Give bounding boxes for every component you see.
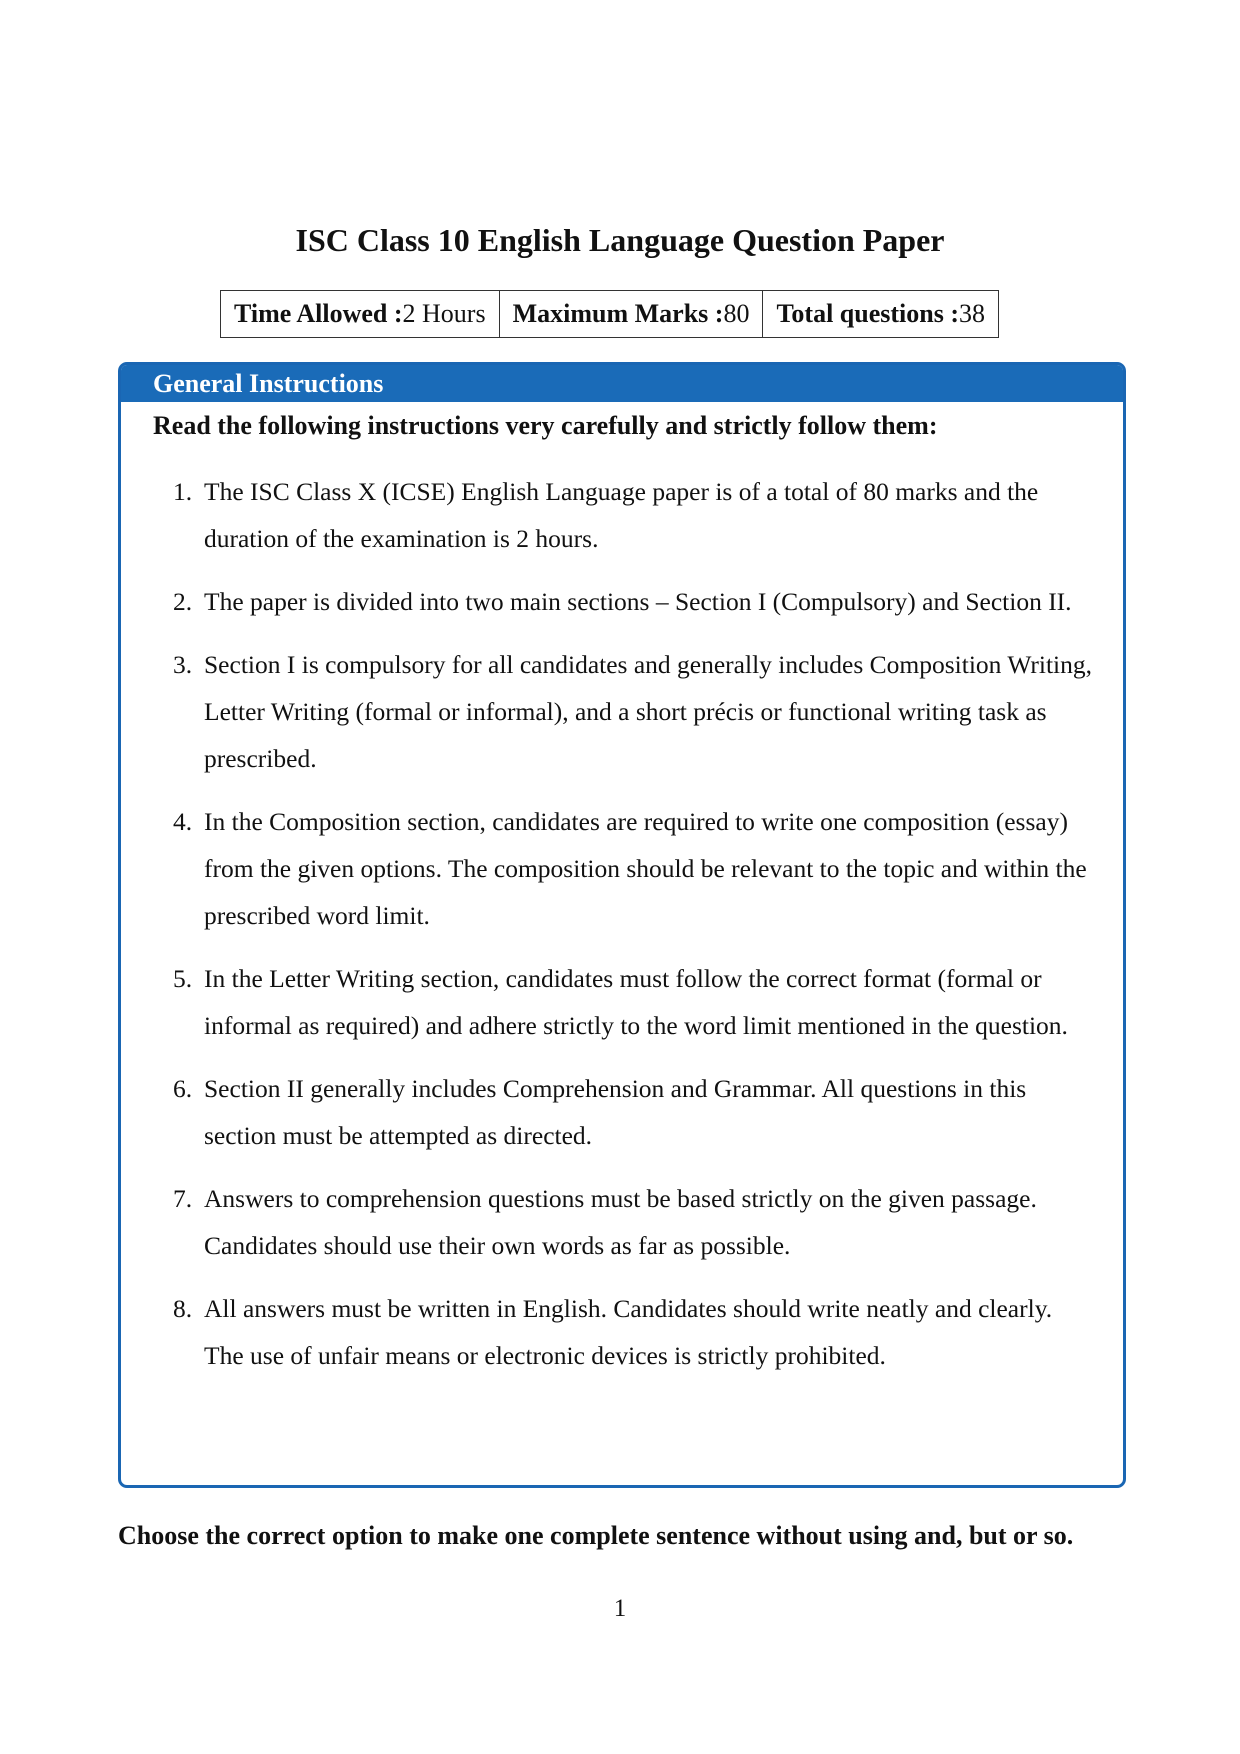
total-questions-value: 38	[959, 299, 985, 328]
instructions-lead: Read the following instructions very carefully and strictly follow them:	[153, 411, 938, 440]
instruction-number: 4.	[173, 807, 193, 836]
total-questions-label: Total questions :	[776, 299, 959, 328]
instruction-text: Section I is compulsory for all candidates and generally includes Composition Writing, Letter Writing (formal or informal), and a short précis or functional writing task as prescribed.	[204, 650, 1092, 773]
instruction-item	[121, 641, 1123, 782]
time-allowed-value: 2 Hours	[402, 299, 486, 328]
instructions-list	[121, 468, 1123, 1379]
general-instructions-box	[118, 362, 1126, 1488]
instruction-text: In the Composition section, candidates are required to write one composition (essay) from the given options. The composition should be relevant to the topic and within the prescribed word limit.	[204, 807, 1087, 930]
general-instructions-header: General Instructions	[121, 365, 1123, 402]
instruction-number: 6.	[173, 1074, 193, 1103]
total-questions-cell	[763, 291, 998, 337]
instruction-item	[121, 1285, 1123, 1379]
instruction-text: All answers must be written in English. Candidates should write neatly and clearly. The use of unfair means or electronic devices is strictly prohibited.	[204, 1294, 1053, 1370]
instruction-item	[121, 1175, 1123, 1269]
maximum-marks-label: Maximum Marks :	[512, 299, 724, 328]
instruction-item	[121, 1065, 1123, 1159]
instruction-text: The paper is divided into two main sections – Section I (Compulsory) and Section II.	[204, 587, 1072, 616]
instruction-item	[121, 798, 1123, 939]
maximum-marks-value: 80	[723, 299, 750, 328]
instruction-number: 5.	[173, 964, 193, 993]
instruction-item	[121, 955, 1123, 1049]
exam-info-table	[220, 290, 999, 338]
instruction-number: 1.	[173, 477, 193, 506]
maximum-marks-cell	[500, 291, 764, 337]
question-instruction: Choose the correct option to make one complete sentence without using and, but or so.	[118, 1521, 1074, 1550]
time-allowed-label: Time Allowed :	[234, 299, 403, 328]
time-allowed-cell	[221, 291, 500, 337]
instruction-number: 3.	[173, 650, 193, 679]
instruction-item	[121, 578, 1123, 625]
instruction-text: Section II generally includes Comprehension and Grammar. All questions in this section must be attempted as directed.	[204, 1074, 1027, 1150]
instruction-item	[121, 468, 1123, 562]
instruction-number: 7.	[173, 1184, 193, 1213]
instruction-text: The ISC Class X (ICSE) English Language paper is of a total of 80 marks and the duration of the examination is 2 hours.	[204, 477, 1039, 553]
instruction-text: In the Letter Writing section, candidates must follow the correct format (formal or informal as required) and adhere strictly to the word limit mentioned in the question.	[204, 964, 1068, 1040]
instruction-number: 8.	[173, 1294, 193, 1323]
instruction-number: 2.	[173, 587, 193, 616]
page-title: ISC Class 10 English Language Question Paper	[295, 222, 945, 258]
page-number: 1	[613, 1595, 627, 1622]
instruction-text: Answers to comprehension questions must be based strictly on the given passage. Candidates should use their own words as far as possible.	[204, 1184, 1037, 1260]
